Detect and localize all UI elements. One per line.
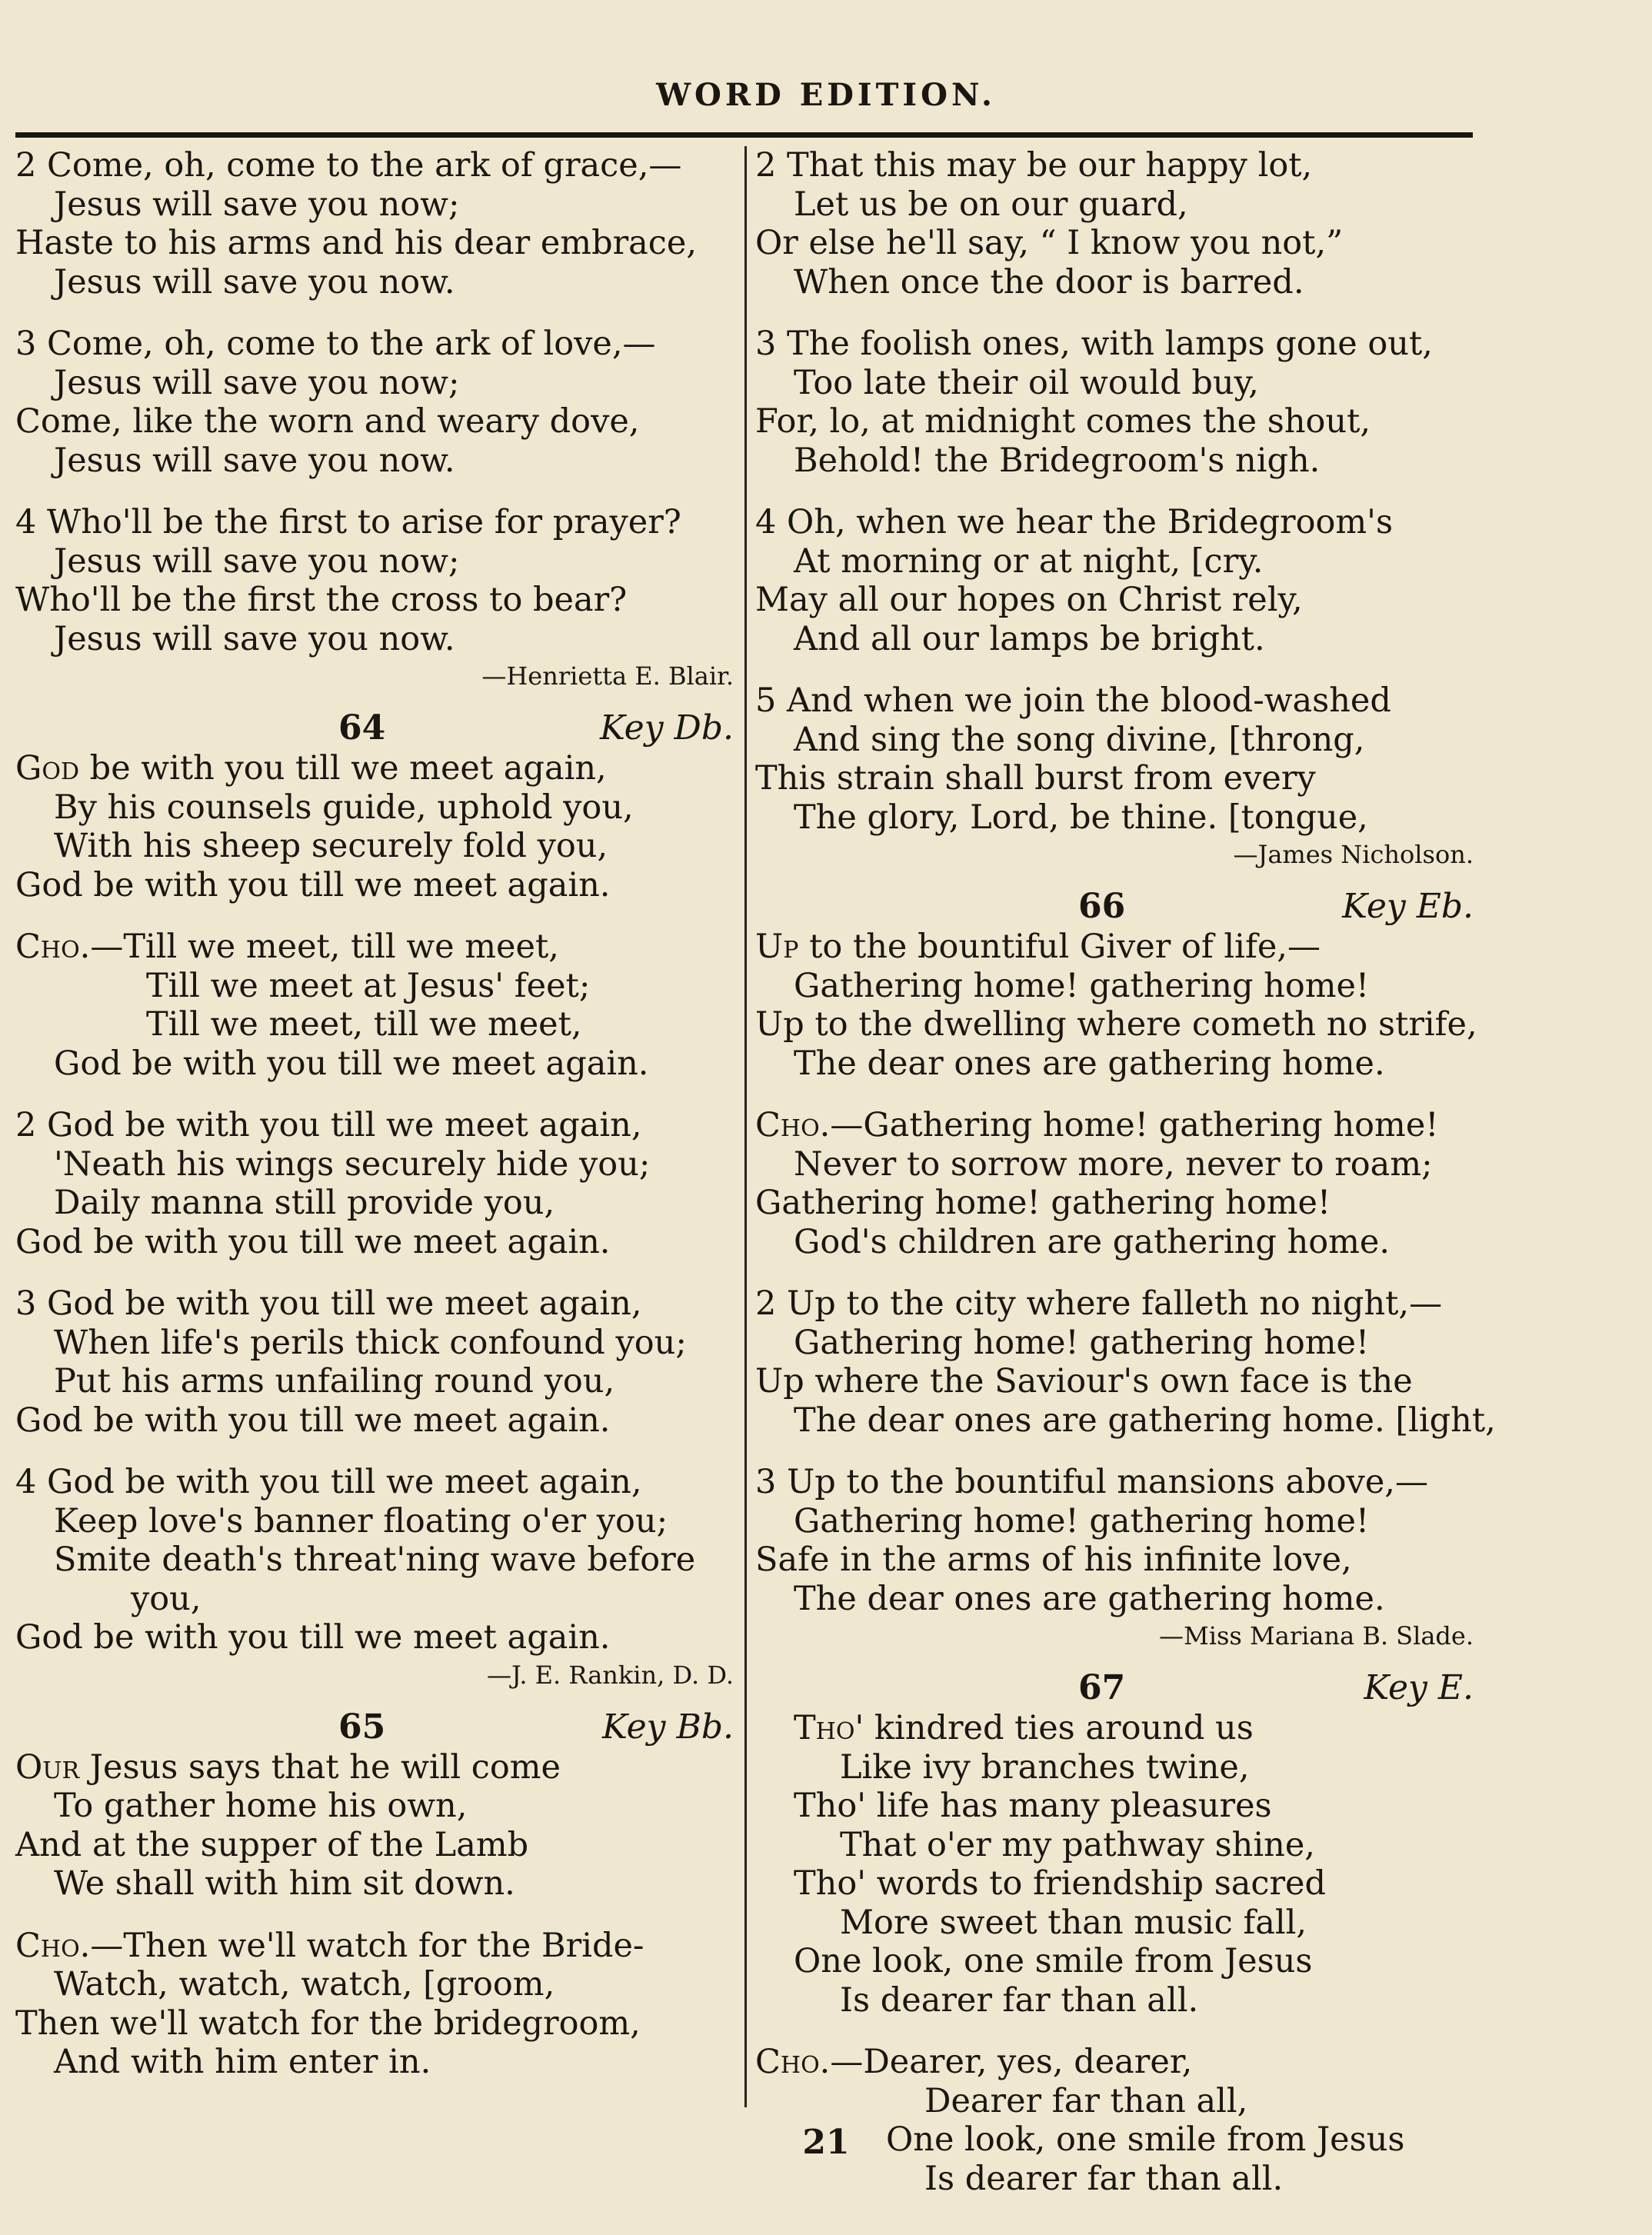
verse-text: God be with you till we meet again. — [15, 1222, 611, 1261]
verse-text: And sing the song divine, [throng, — [794, 720, 1365, 759]
hymn-heading — [15, 708, 738, 749]
verse-text: Haste to his arms and his dear embrace, — [15, 224, 697, 262]
verse-line — [15, 1927, 738, 1966]
verse-text: With his sheep securely fold you, — [54, 827, 608, 865]
column-divider — [744, 146, 747, 2107]
verse-line — [755, 967, 1478, 1006]
verse-text: Gathering home! gathering home! — [794, 1501, 1370, 1541]
verse-line — [15, 1580, 738, 1619]
verse-text: God be with you till we meet again. — [15, 1618, 611, 1657]
verse-text: One look, one smile from Jesus — [794, 1942, 1313, 1980]
verse-line — [755, 581, 1478, 620]
verse-text: Jesus will save you now; — [54, 541, 460, 581]
verse-line — [755, 1184, 1478, 1223]
stanza-gap — [15, 904, 738, 928]
verse-line — [755, 441, 1478, 481]
verse-line — [15, 827, 738, 866]
verse-text: —Then we'll watch for the Bride- — [90, 1926, 644, 1965]
verse-line — [15, 1401, 738, 1441]
verse-text: The dear ones are gathering home. — [794, 1044, 1385, 1083]
verse-text: Is dearer far than all. — [924, 2159, 1284, 2198]
verse-text: We shall with him sit down. — [54, 1864, 515, 1903]
verse-text: kindred ties around us — [864, 1709, 1254, 1747]
hymn-author: —James Nicholson. — [1233, 840, 1474, 869]
stanza-gap — [755, 658, 1478, 681]
verse-line — [15, 146, 738, 185]
verse-text: By his counsels guide, uphold you, — [54, 788, 634, 827]
stanza-gap — [755, 1083, 1478, 1106]
verse-text: And with him enter in. — [54, 2043, 431, 2081]
verse-line — [15, 1005, 738, 1044]
stanza-gap — [755, 1440, 1478, 1463]
verse-text: God's children are gathering home. — [794, 1222, 1391, 1261]
verse-text: Gathering home! gathering home! — [794, 1323, 1370, 1362]
verse-text: Like ivy branches twine, — [840, 1747, 1250, 1787]
stanza-gap — [755, 301, 1478, 325]
hymn-key: Key Eb. — [1342, 887, 1474, 926]
verse-line — [755, 1826, 1478, 1865]
verse-line — [755, 364, 1478, 403]
verse-line — [755, 721, 1478, 760]
verse-line — [755, 2160, 1478, 2199]
verse-text: Let us be on our guard, — [794, 185, 1188, 224]
verse-text: Or else he'll say, “ I know you not,” — [755, 224, 1344, 262]
verse-line — [15, 1106, 738, 1145]
verse-line — [15, 788, 738, 828]
small-caps-lead: God — [15, 749, 79, 788]
hymn-number: 66 — [1078, 887, 1126, 926]
verse-text: —Dearer, yes, dearer, — [830, 2043, 1193, 2081]
verse-text: Behold! the Bridegroom's nigh. — [794, 441, 1321, 480]
verse-text: This strain shall burst from every — [755, 759, 1316, 798]
verse-text: Jesus will save you now. — [54, 619, 455, 658]
verse-line — [755, 1044, 1478, 1084]
small-caps-lead: Tho' — [794, 1709, 864, 1747]
verse-text: Up to the dwelling where cometh no strife, — [755, 1005, 1477, 1044]
verse-line — [755, 1942, 1478, 1981]
verse-line — [15, 1223, 738, 1262]
verse-line — [15, 364, 738, 403]
verse-text: Jesus says that he will come — [79, 1747, 561, 1787]
verse-line — [755, 1463, 1478, 1502]
stanza-gap — [15, 301, 738, 325]
verse-text: The glory, Lord, be thine. [tongue, — [794, 798, 1368, 837]
verse-text: be with you till we meet again, — [79, 749, 607, 788]
verse-line — [755, 1362, 1478, 1401]
verse-line — [755, 1223, 1478, 1262]
verse-line — [15, 2004, 738, 2043]
verse-text: Is dearer far than all. — [840, 1980, 1199, 2020]
verse-text: Smite death's threat'ning wave before — [54, 1541, 696, 1579]
verse-text: 2 Come, oh, come to the ark of grace,— — [15, 146, 682, 185]
verse-line — [15, 1184, 738, 1223]
verse-line — [15, 542, 738, 581]
verse-line — [755, 1541, 1478, 1580]
verse-text: More sweet than music fall, — [840, 1903, 1307, 1942]
verse-line — [755, 402, 1478, 441]
hymn-author: —Henrietta E. Blair. — [481, 661, 734, 691]
hymn-author: —J. E. Rankin, D. D. — [486, 1660, 734, 1690]
verse-line — [755, 798, 1478, 838]
stanza-gap — [15, 1083, 738, 1106]
hymn-number: 65 — [338, 1707, 386, 1747]
verse-text: 2 That this may be our happy lot, — [755, 146, 1313, 185]
verse-text: Too late their oil would buy, — [794, 363, 1259, 402]
verse-line — [755, 1904, 1478, 1943]
verse-text: —Till we meet, till we meet, — [90, 928, 559, 966]
small-caps-lead: Cho. — [15, 1926, 91, 1965]
right-column — [755, 146, 1496, 2198]
verse-text: Jesus will save you now. — [54, 441, 455, 480]
verse-text: Keep love's banner floating o'er you; — [54, 1501, 668, 1541]
verse-text: Till we meet at Jesus' feet; — [146, 966, 591, 1005]
verse-text: That o'er my pathway shine, — [840, 1825, 1315, 1864]
hymn-heading — [755, 1667, 1478, 1709]
verse-text: Then we'll watch for the bridegroom, — [15, 2004, 641, 2043]
verse-line — [15, 1965, 738, 2004]
verse-line — [15, 1748, 738, 1787]
verse-line — [15, 1541, 738, 1580]
verse-line — [15, 1502, 738, 1541]
verse-text: Put his arms unfailing round you, — [54, 1362, 615, 1401]
verse-line — [755, 1981, 1478, 2020]
verse-line — [15, 1618, 738, 1657]
verse-text: 4 God be with you till we meet again, — [15, 1463, 642, 1501]
verse-text: At morning or at night, [cry. — [794, 541, 1264, 581]
verse-line — [15, 749, 738, 788]
stanza-gap — [15, 694, 738, 708]
small-caps-lead: Cho. — [15, 928, 91, 966]
verse-text: Tho' life has many pleasures — [794, 1787, 1272, 1825]
stanza-gap — [755, 480, 1478, 503]
hymn-heading — [15, 1707, 738, 1748]
verse-text: Never to sorrow more, never to roam; — [794, 1144, 1433, 1184]
hymn-key: Key Bb. — [601, 1707, 734, 1747]
verse-line — [755, 503, 1478, 542]
verse-line — [15, 620, 738, 659]
verse-text: 3 Up to the bountiful mansions above,— — [755, 1463, 1428, 1501]
verse-line — [15, 1324, 738, 1363]
stanza-gap — [755, 1261, 1478, 1284]
verse-line — [15, 1463, 738, 1502]
verse-line — [15, 928, 738, 967]
verse-text: Gathering home! gathering home! — [794, 966, 1370, 1005]
verse-text: Jesus will save you now; — [54, 363, 460, 402]
verse-text: One look, one smile from Jesus — [886, 2120, 1405, 2159]
verse-text: Come, like the worn and weary dove, — [15, 402, 640, 441]
verse-text: 3 God be with you till we meet again, — [15, 1284, 642, 1323]
verse-text: Safe in the arms of his infinite love, — [755, 1541, 1352, 1579]
verse-line — [15, 1787, 738, 1826]
small-caps-lead: Cho. — [755, 1106, 831, 1144]
verse-line — [15, 224, 738, 263]
verse-line — [15, 1362, 738, 1401]
verse-line — [15, 2043, 738, 2082]
verse-line — [15, 263, 738, 302]
stanza-gap — [15, 1261, 738, 1284]
verse-line — [755, 2082, 1478, 2121]
verse-text: Who'll be the first the cross to bear? — [15, 581, 628, 619]
verse-line — [755, 1005, 1478, 1044]
verse-line — [755, 1284, 1478, 1324]
verse-line — [755, 1145, 1478, 1184]
verse-text: The dear ones are gathering home. — [794, 1579, 1385, 1618]
stanza-gap — [755, 2020, 1478, 2043]
stanza-gap — [15, 1693, 738, 1707]
stanza-gap — [15, 1440, 738, 1463]
verse-line — [755, 1580, 1478, 1619]
verse-line — [15, 1284, 738, 1324]
small-caps-lead: Our — [15, 1747, 80, 1787]
verse-text: 2 Up to the city where falleth no night,— — [755, 1284, 1443, 1323]
verse-line — [15, 1864, 738, 1904]
left-column — [15, 146, 738, 2082]
verse-text: you, — [131, 1579, 202, 1618]
stanza-gap — [755, 1654, 1478, 1667]
hymn-number: 64 — [338, 708, 386, 748]
verse-line — [755, 1106, 1478, 1145]
verse-line — [15, 866, 738, 905]
verse-line — [755, 620, 1478, 659]
verse-line — [15, 967, 738, 1006]
verse-line — [755, 542, 1478, 581]
verse-text: God be with you till we meet again. — [54, 1044, 649, 1083]
verse-text: 5 And when we join the blood-washed — [755, 681, 1391, 720]
verse-text: When life's perils thick confound you; — [54, 1323, 687, 1362]
verse-text: Jesus will save you now. — [54, 262, 455, 301]
verse-line — [755, 263, 1478, 302]
hymn-key: Key E. — [1364, 1668, 1474, 1707]
verse-text: When once the door is barred. — [794, 262, 1304, 301]
verse-line — [755, 1502, 1478, 1541]
verse-text: 2 God be with you till we meet again, — [15, 1106, 642, 1144]
verse-line — [755, 1864, 1478, 1904]
page-number: 21 — [802, 2123, 850, 2162]
verse-line — [15, 1145, 738, 1184]
verse-text: 4 Oh, when we hear the Bridegroom's — [755, 503, 1394, 541]
verse-line — [15, 185, 738, 225]
header-rule — [15, 132, 1473, 138]
verse-line — [755, 759, 1478, 798]
verse-text: 3 Come, oh, come to the ark of love,— — [15, 325, 656, 363]
hymn-heading — [755, 886, 1478, 928]
small-caps-lead: Up — [755, 928, 799, 966]
verse-line — [755, 224, 1478, 263]
verse-line — [15, 581, 738, 620]
verse-text: Tho' words to friendship sacred — [794, 1864, 1327, 1903]
verse-text: Dearer far than all, — [924, 2081, 1248, 2120]
stanza-gap — [15, 480, 738, 503]
verse-line — [15, 503, 738, 542]
verse-text: For, lo, at midnight comes the shout, — [755, 402, 1371, 441]
verse-text: Till we meet, till we meet, — [146, 1005, 582, 1044]
verse-text: To gather home his own, — [54, 1787, 468, 1825]
verse-text: God be with you till we meet again. — [15, 865, 611, 904]
verse-text: to the bountiful Giver of life,— — [798, 928, 1321, 966]
hymn-key: Key Db. — [599, 708, 734, 748]
verse-line — [755, 146, 1478, 185]
verse-line — [755, 928, 1478, 967]
page-header: WORD EDITION. — [656, 77, 996, 113]
verse-line — [15, 325, 738, 364]
hymn-number: 67 — [1078, 1668, 1126, 1707]
stanza-gap — [755, 872, 1478, 886]
verse-text: 'Neath his wings securely hide you; — [54, 1144, 651, 1184]
verse-line — [755, 2043, 1478, 2082]
verse-text: Jesus will save you now; — [54, 185, 460, 224]
verse-text: Gathering home! gathering home! — [755, 1184, 1331, 1222]
verse-line — [15, 1044, 738, 1084]
verse-text: May all our hopes on Christ rely, — [755, 581, 1303, 619]
verse-line — [755, 185, 1478, 225]
verse-text: Up where the Saviour's own face is the — [755, 1362, 1413, 1401]
verse-line — [755, 1401, 1496, 1441]
verse-text: And all our lamps be bright. — [794, 619, 1265, 658]
verse-line — [15, 1826, 738, 1865]
verse-line — [755, 681, 1478, 721]
verse-text: God be with you till we meet again. — [15, 1401, 611, 1440]
verse-text: 3 The foolish ones, with lamps gone out, — [755, 325, 1433, 363]
verse-line — [755, 1324, 1478, 1363]
verse-line — [15, 441, 738, 481]
stanza-gap — [15, 1904, 738, 1927]
verse-line — [755, 325, 1478, 364]
verse-text: 4 Who'll be the first to arise for prayer? — [15, 503, 681, 541]
verse-line — [755, 1709, 1478, 1748]
verse-line — [755, 1748, 1478, 1787]
verse-text: The dear ones are gathering home. [light, — [794, 1401, 1496, 1440]
verse-text: And at the supper of the Lamb — [15, 1825, 529, 1864]
verse-line — [15, 402, 738, 441]
verse-text: Watch, watch, watch, [groom, — [54, 1965, 555, 2004]
hymn-author: —Miss Mariana B. Slade. — [1158, 1621, 1474, 1650]
small-caps-lead: Cho. — [755, 2043, 831, 2081]
verse-text: —Gathering home! gathering home! — [830, 1106, 1439, 1144]
verse-text: Daily manna still provide you, — [54, 1184, 555, 1222]
verse-line — [755, 1787, 1478, 1826]
